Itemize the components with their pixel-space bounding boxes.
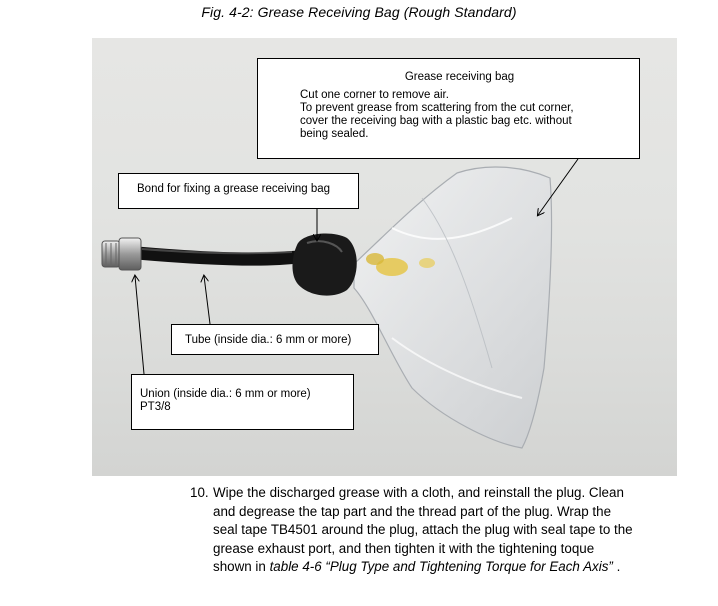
step-line: Wipe the discharged grease with a cloth, and reinstall the plug. Clean — [213, 485, 624, 500]
callout-line: To prevent grease from scattering from the cut corner, — [300, 102, 574, 114]
table-reference: table 4-6 “Plug Type and Tightening Torque for Each Axis” — [269, 559, 613, 574]
figure-caption: Fig. 4-2: Grease Receiving Bag (Rough Standard) — [201, 4, 517, 20]
callout-line: Cut one corner to remove air. — [300, 89, 449, 101]
callout-line: cover the receiving bag with a plastic bag etc. without — [300, 115, 572, 127]
callout-title: Grease receiving bag — [404, 71, 515, 83]
step-line — [213, 558, 710, 577]
procedure-step-10 — [190, 484, 710, 577]
callout-text: Tube (inside dia.: 6 mm or more) — [185, 334, 352, 346]
step-line: seal tape TB4501 around the plug, attach the plug with seal tape to the — [213, 522, 633, 537]
callout-tube — [171, 324, 379, 355]
step-line: grease exhaust port, and then tighten it with the tightening toque — [213, 540, 595, 556]
callout-text: Bond for fixing a grease receiving bag — [137, 183, 331, 195]
callout-grease-receiving-bag — [257, 58, 640, 159]
plastic-bag — [354, 167, 552, 448]
step-number: 10. — [190, 485, 209, 500]
step-line-prefix: shown in — [213, 559, 270, 574]
bond-wrap — [292, 234, 356, 296]
callout-line: PT3/8 — [140, 401, 171, 413]
step-line: and degrease the tap part and the thread part of the plug. Wrap the — [213, 503, 612, 519]
step-text — [213, 484, 710, 577]
callout-line: being sealed. — [300, 128, 369, 140]
callout-line: Union (inside dia.: 6 mm or more) — [140, 388, 311, 400]
callout-union — [131, 374, 354, 430]
step-line-suffix: . — [612, 559, 621, 574]
callout-bond — [118, 173, 359, 209]
